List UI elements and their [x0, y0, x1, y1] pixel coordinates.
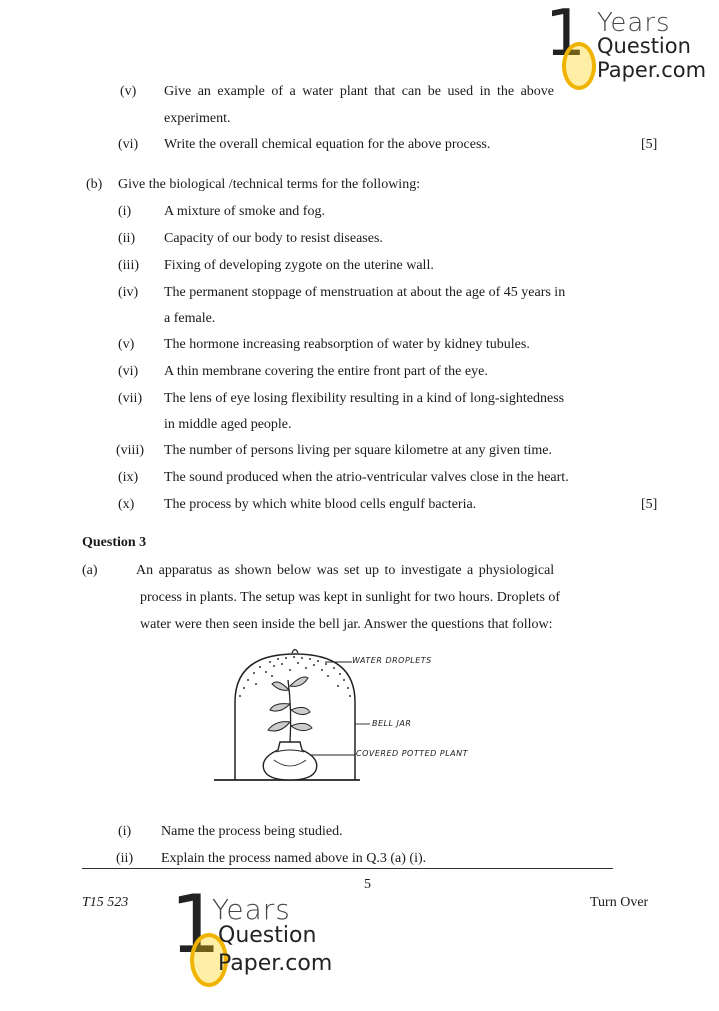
item-number: (i): [118, 204, 132, 219]
item-text: Give an example of a water plant that can be used in the above: [164, 84, 555, 99]
item-text: The lens of eye losing flexibility resulting in a kind of long-sightedness: [164, 391, 565, 406]
item-number: (v): [120, 84, 137, 99]
item-number: (ii): [118, 231, 136, 246]
watermark-years: Years: [212, 893, 291, 926]
watermark-years: Years: [597, 8, 671, 38]
item-text: The number of persons living per square kilometre at any given time.: [164, 443, 553, 458]
item-text: The process by which white blood cells engulf bacteria.: [164, 497, 477, 512]
label-covered-potted-plant: COVERED POTTED PLANT: [356, 749, 469, 758]
turn-over: Turn Over: [590, 895, 649, 910]
item-number: (viii): [116, 443, 144, 458]
label-bell-jar: BELL JAR: [372, 719, 412, 728]
watermark-paper: Paper.com: [597, 58, 707, 82]
bell-jar-diagram: [210, 640, 490, 790]
marks: [5]: [641, 137, 658, 152]
footer-divider: [82, 868, 613, 869]
item-text-cont: a female.: [164, 311, 216, 326]
watermark-logo-bottom: 1 Years Question Paper.com: [170, 885, 350, 985]
item-number: (x): [118, 497, 135, 512]
item-text: Fixing of developing zygote on the uterine wall.: [164, 258, 434, 273]
part-label: (b): [86, 177, 103, 192]
item-number: (iv): [118, 285, 139, 300]
item-text: Name the process being studied.: [161, 824, 343, 839]
item-number: (vii): [118, 391, 143, 406]
item-text-cont: experiment.: [164, 111, 231, 126]
watermark-logo-top: 1 Years Question Paper.com: [545, 2, 719, 82]
part-intro: Give the biological /technical terms for the following:: [118, 177, 421, 192]
label-water-droplets: WATER DROPLETS: [352, 656, 432, 665]
item-text: A mixture of smoke and fog.: [164, 204, 325, 219]
part-label: (a): [82, 563, 98, 578]
item-number: (ii): [116, 851, 134, 866]
question-line: process in plants. The setup was kept in sunlight for two hours. Droplets of: [140, 590, 561, 605]
question-heading: Question 3: [82, 535, 147, 550]
question-line: water were then seen inside the bell jar. Answer the questions that follow:: [140, 617, 553, 632]
item-number: (i): [118, 824, 132, 839]
item-text: Explain the process named above in Q.3 (a) (i).: [161, 851, 427, 866]
item-number: (vi): [118, 364, 139, 379]
marks: [5]: [641, 497, 658, 512]
watermark-paper: Paper.com: [218, 951, 333, 976]
item-text: The sound produced when the atrio-ventricular valves close in the heart.: [164, 470, 569, 485]
item-number: (vi): [118, 137, 139, 152]
watermark-question: Question: [597, 34, 691, 58]
item-number: (v): [118, 337, 135, 352]
paper-code: T15 523: [82, 895, 129, 910]
item-text: The permanent stoppage of menstruation at about the age of 45 years in: [164, 285, 566, 300]
question-line: An apparatus as shown below was set up to investigate a physiological: [136, 563, 555, 578]
item-text: Capacity of our body to resist diseases.: [164, 231, 383, 246]
page-number: 5: [364, 877, 371, 892]
bell-jar-drawing: [210, 640, 490, 790]
item-text-cont: in middle aged people.: [164, 417, 292, 432]
item-text: A thin membrane covering the entire front part of the eye.: [164, 364, 488, 379]
item-text: Write the overall chemical equation for the above process.: [164, 137, 491, 152]
item-number: (iii): [118, 258, 139, 273]
watermark-question: Question: [218, 923, 317, 948]
item-text: The hormone increasing reabsorption of water by kidney tubules.: [164, 337, 530, 352]
item-number: (ix): [118, 470, 139, 485]
